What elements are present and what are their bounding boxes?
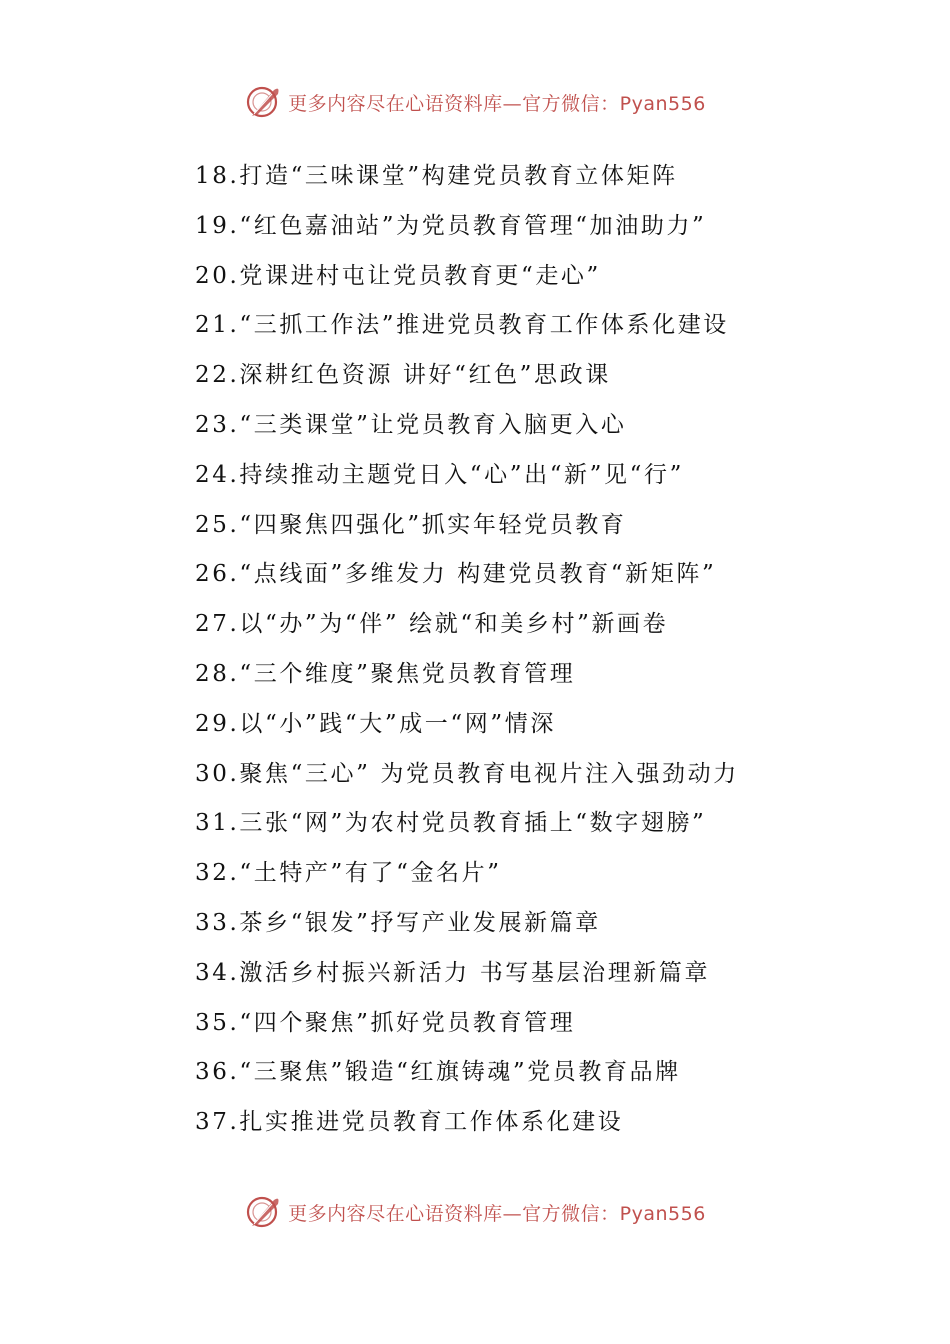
list-item: 19.“红色嘉油站”为党员教育管理“加油助力” <box>195 212 707 239</box>
list-item: 30.聚焦“三心” 为党员教育电视片注入强劲动力 <box>195 760 739 787</box>
footer-banner <box>0 1190 950 1234</box>
header-banner-text <box>288 89 706 116</box>
list-item: 29.以“小”践“大”成一“网”情深 <box>195 710 556 737</box>
footer-banner-text <box>288 1199 706 1226</box>
list-item: 22.深耕红色资源 讲好“红色”思政课 <box>195 362 611 389</box>
list-item: 20.党课进村屯让党员教育更“走心” <box>195 262 601 289</box>
list-item: 18.打造“三味课堂”构建党员教育立体矩阵 <box>195 163 678 189</box>
list-item: 24.持续推动主题党日入“心”出“新”见“行” <box>195 461 684 488</box>
list-item: 31.三张“网”为农村党员教育插上“数字翅膀” <box>195 810 707 837</box>
list-item: 36.“三聚焦”锻造“红旗铸魂”党员教育品牌 <box>195 1059 681 1086</box>
list-item: 35.“四个聚焦”抓好党员教育管理 <box>195 1009 576 1036</box>
footer-banner-label: 更多内容尽在心语资料库—官方微信： <box>288 1202 620 1225</box>
list-item: 32.“土特产”有了“金名片” <box>195 860 502 887</box>
list-item: 26.“点线面”多维发力 构建党员教育“新矩阵” <box>195 561 717 588</box>
footer-wechat-id: Pyan556 <box>619 1202 706 1225</box>
list-item: 34.激活乡村振兴新活力 书写基层治理新篇章 <box>195 959 711 986</box>
list-item: 21.“三抓工作法”推进党员教育工作体系化建设 <box>195 312 729 339</box>
quill-logo-icon <box>244 82 284 122</box>
list-item: 23.“三类课堂”让党员教育入脑更入心 <box>195 411 627 438</box>
header-banner-label: 更多内容尽在心语资料库—官方微信： <box>288 92 620 115</box>
list-item: 28.“三个维度”聚焦党员教育管理 <box>195 660 576 687</box>
list-item: 33.茶乡“银发”抒写产业发展新篇章 <box>195 909 601 936</box>
list-item: 37.扎实推进党员教育工作体系化建设 <box>195 1109 624 1136</box>
quill-logo-icon <box>244 1192 284 1232</box>
header-wechat-id: Pyan556 <box>619 92 706 115</box>
article-title-list <box>195 152 915 1148</box>
list-item: 27.以“办”为“伴” 绘就“和美乡村”新画卷 <box>195 611 669 638</box>
list-item: 25.“四聚焦四强化”抓实年轻党员教育 <box>195 511 627 538</box>
header-banner <box>0 80 950 124</box>
